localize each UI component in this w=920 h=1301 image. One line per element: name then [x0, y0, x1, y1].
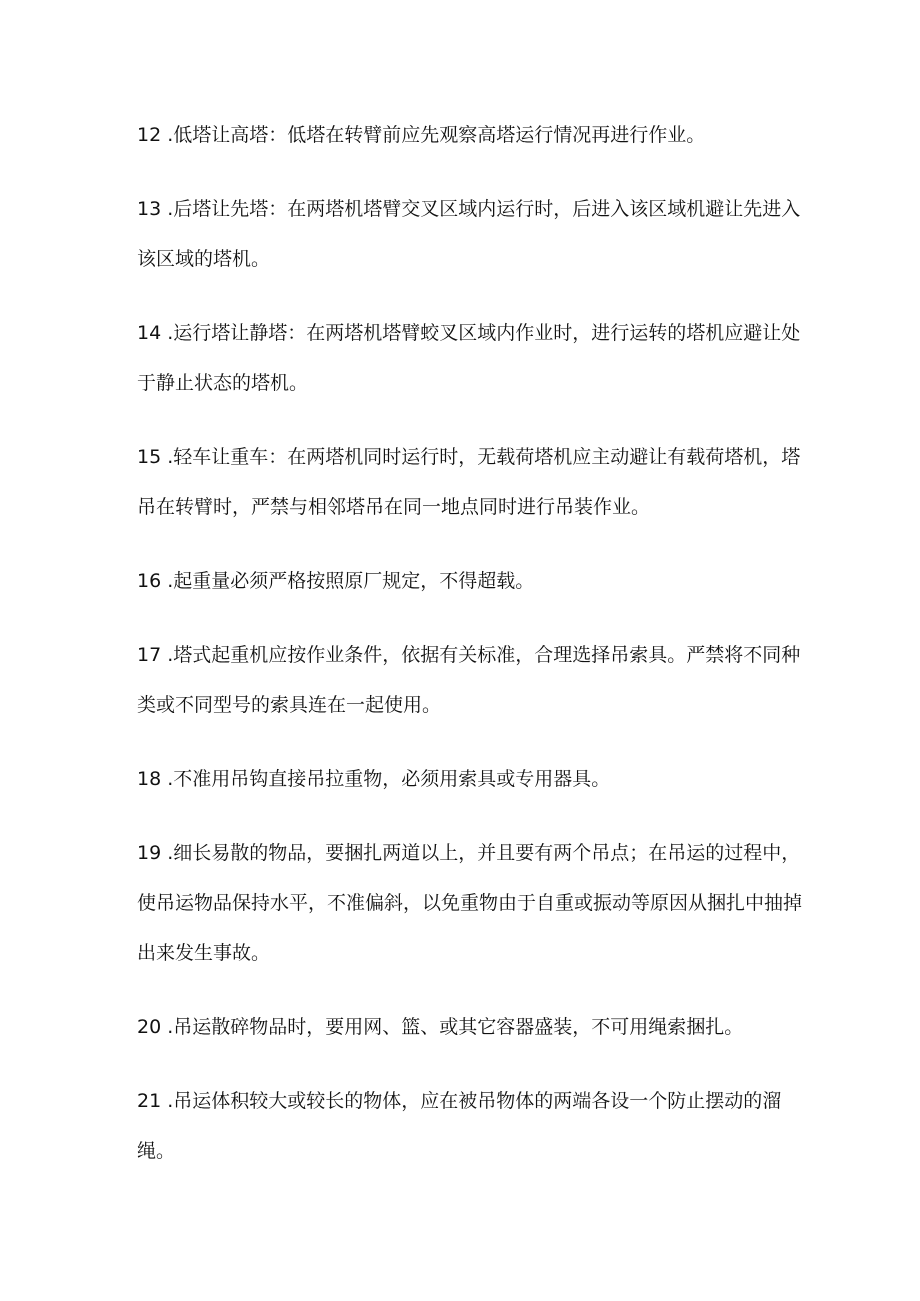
item-number: 17: [137, 644, 162, 666]
item-separator: .: [161, 842, 174, 864]
item-separator: .: [161, 1016, 174, 1038]
item-number: 18: [137, 768, 162, 790]
item-text: 细长易散的物品，要捆扎两道以上，并且要有两个吊点；在吊运的过程中，使吊运物品保持水平，不准偏斜，以免重物由于自重或振动等原因从捆扎中抽掉出来发生事故。: [137, 842, 803, 964]
item-number: 21: [137, 1090, 162, 1112]
item-text: 运行塔让静塔：在两塔机塔臂蛟叉区域内作业时，进行运转的塔机应避让处于静止状态的塔机。: [137, 322, 801, 394]
item-number: 19: [137, 842, 162, 864]
paragraph-20: [137, 1002, 802, 1052]
item-separator: .: [161, 124, 174, 146]
paragraph-12: [137, 110, 802, 160]
item-text: 低塔让高塔：低塔在转臂前应先观察高塔运行情况再进行作业。: [173, 124, 706, 146]
item-text: 轻车让重车：在两塔机同时运行时，无载荷塔机应主动避让有载荷塔机，塔吊在转臂时，严禁与相邻塔吊在同一地点同时进行吊装作业。: [137, 446, 801, 518]
item-number: 13: [137, 198, 162, 220]
item-number: 14: [137, 322, 162, 344]
paragraph-15: [137, 432, 802, 532]
item-number: 20: [137, 1016, 162, 1038]
item-number: 12: [137, 124, 162, 146]
item-text: 起重量必须严格按照原厂规定，不得超载。: [173, 570, 535, 592]
item-text: 不准用吊钩直接吊拉重物，必须用索具或专用器具。: [173, 768, 611, 790]
paragraph-16: [137, 556, 802, 606]
item-separator: .: [161, 198, 174, 220]
paragraph-19: [137, 828, 802, 978]
item-separator: .: [161, 570, 174, 592]
item-separator: .: [161, 644, 174, 666]
paragraph-13: [137, 184, 802, 284]
document-body: [137, 110, 802, 1200]
item-separator: .: [161, 768, 174, 790]
paragraph-14: [137, 308, 802, 408]
paragraph-17: [137, 630, 802, 730]
item-text: 吊运体积较大或较长的物体，应在被吊物体的两端各设一个防止摆动的溜绳。: [137, 1090, 782, 1162]
item-text: 吊运散碎物品时，要用网、篮、或其它容器盛装，不可用绳索捆扎。: [173, 1016, 744, 1038]
item-text: 塔式起重机应按作业条件，依据有关标准，合理选择吊索具。严禁将不同种类或不同型号的索具连在一起使用。: [137, 644, 801, 716]
item-separator: .: [161, 1090, 174, 1112]
item-separator: .: [161, 322, 174, 344]
item-number: 16: [137, 570, 162, 592]
item-separator: .: [161, 446, 174, 468]
paragraph-18: [137, 754, 802, 804]
item-number: 15: [137, 446, 162, 468]
item-text: 后塔让先塔：在两塔机塔臂交叉区域内运行时，后进入该区域机避让先进入该区域的塔机。: [137, 198, 801, 270]
paragraph-21: [137, 1076, 802, 1176]
